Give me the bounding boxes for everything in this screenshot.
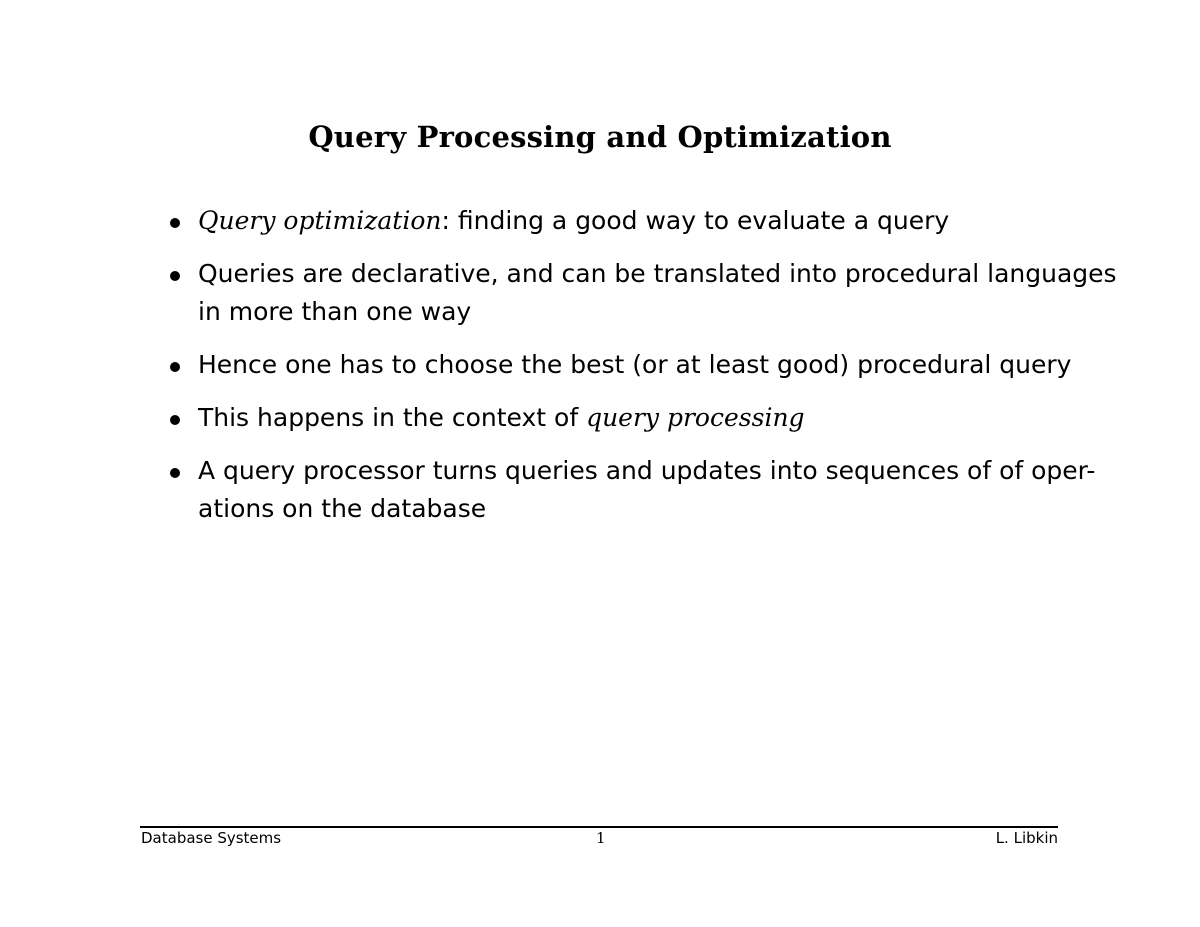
bullet-text-line: ations on the database xyxy=(198,494,487,523)
bullet-item xyxy=(166,399,1066,437)
bullet-item xyxy=(166,202,1066,240)
emphasized-term: Query optimization xyxy=(198,206,442,235)
emphasized-term: query processing xyxy=(586,403,805,432)
slide-title: Query Processing and Optimization xyxy=(308,120,892,154)
bullet-item xyxy=(166,452,1096,528)
bullet-text-line: Queries are declarative, and can be translated into procedural languages xyxy=(198,259,1117,288)
bullet-icon xyxy=(170,271,180,281)
bullet-list xyxy=(166,202,1117,543)
bullet-text-line: in more than one way xyxy=(198,297,472,326)
footer-divider xyxy=(140,826,1058,828)
bullet-icon xyxy=(170,218,180,228)
bullet-icon xyxy=(170,468,180,478)
bullet-text: : finding a good way to evaluate a query xyxy=(441,206,950,235)
bullet-icon xyxy=(170,415,180,425)
bullet-text: This happens in the context of xyxy=(198,403,587,432)
bullet-text: Hence one has to choose the best (or at least good) procedural query xyxy=(198,350,1072,379)
footer-author: L. Libkin xyxy=(995,829,1058,847)
footer-page-number: 1 xyxy=(596,829,606,847)
bullet-text-line: A query processor turns queries and updates into sequences of of oper- xyxy=(198,456,1096,485)
bullet-item xyxy=(166,255,1117,331)
bullet-icon xyxy=(170,362,180,372)
footer-course-title: Database Systems xyxy=(141,829,282,847)
bullet-item xyxy=(166,346,1072,384)
